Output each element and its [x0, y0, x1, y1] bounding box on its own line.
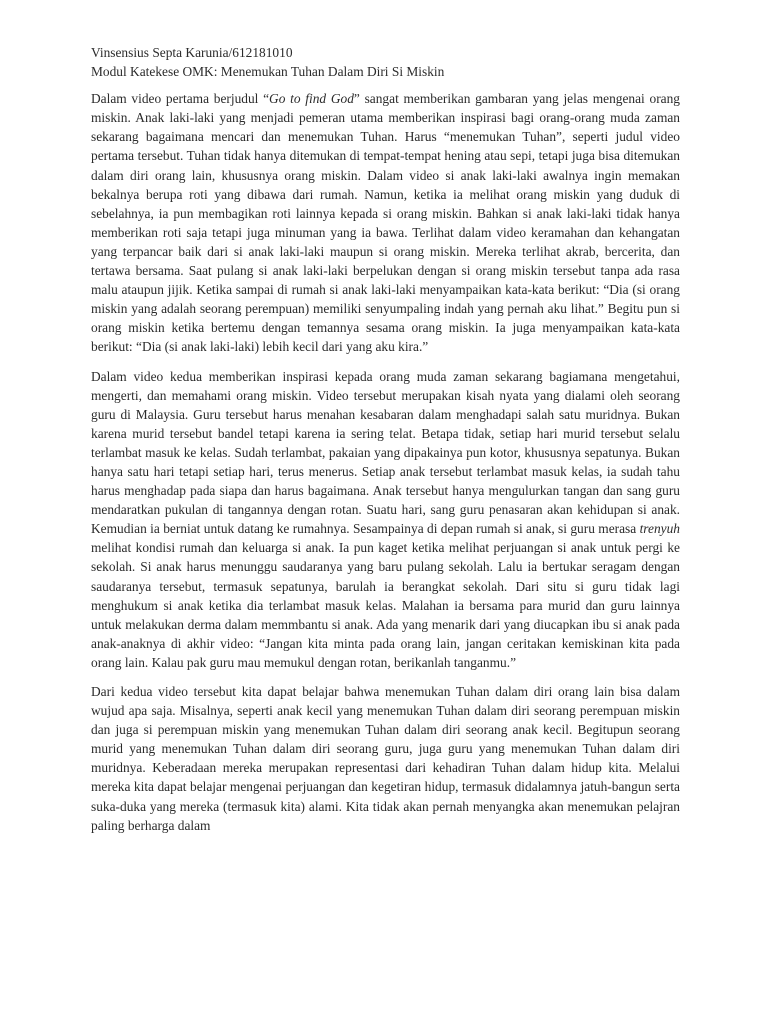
- paragraph-text: melihat kondisi rumah dan keluarga si anak. Ia pun kaget ketika melihat perjuangan si anak untuk pergi ke sekolah. Si anak harus menunggu saudaranya yang baru pulang sekolah. Lalu ia bertukar seragam dengan saudaranya tersebut, termasuk sepatunya, barulah ia berangkat sekolah. Dari situ si guru tidak lagi menghukum si anak ketika dia terlambat masuk kelas. Malahan ia bersama para murid dan guru lainnya untuk melakukan derma dalam memmbantu si anak. Ada yang menarik dari yang diucapkan ibu si anak pada anak-anaknya di akhir video: “Jangan kita minta pada orang lain, jangan ceritakan kemiskinan kita pada orang lain. Kalau pak guru mau memukul dengan rotan, berikanlah tanganmu.”: [91, 540, 680, 670]
- paragraph-text: ” sangat memberikan gambaran yang jelas mengenai orang miskin. Anak laki-laki yang menjadi pemeran utama memberikan inspirasi bagi orang-orang muda zaman sekarang bagaimana mencari dan menemukan Tuhan. Harus “menemukan Tuhan”, seperti judul video pertama tersebut. Tuhan tidak hanya ditemukan di tempat-tempat hening atau sepi, tetapi juga bisa ditemukan dalam diri orang lain, khususnya orang miskin. Dalam video si anak laki-laki awalnya ingin memakan bekalnya berupa roti yang dibawa dari rumah. Namun, ketika ia melihat orang miskin yang duduk di sebelahnya, ia pun membagikan roti lainnya kepada si orang miskin. Bahkan si anak laki-laki tidak hanya memberikan roti saja tetapi juga minuman yang ia bawa. Terlihat dalam video keramahan dan kehangatan yang terpancar baik dari si anak laki-laki maupun si orang miskin. Mereka terlihat akrab, bercerita, dan tertawa bersama. Saat pulang si anak laki-laki berpelukan dengan si orang miskin tersebut tanpa ada rasa malu ataupun jijik. Ketika sampai di rumah si anak laki-laki menyampaikan kata-kata berikut: “Dia (si orang miskin yang adalah seorang perempuan) memiliki senyumpaling indah yang pernah aku lihat.” Begitu pun si orang miskin ketika bertemu dengan temannya sesama orang miskin. Ia juga menyampaikan kata-kata berikut: “Dia (si anak laki-laki) lebih kecil dari yang aku kira.”: [91, 91, 680, 355]
- paragraph-video-one: [91, 89, 680, 356]
- module-title: Modul Katekese OMK: Menemukan Tuhan Dalam Diri Si Miskin: [91, 64, 445, 80]
- video-title-italic: Go to find God: [269, 91, 354, 107]
- paragraph-text: Dalam video pertama berjudul “: [91, 91, 270, 107]
- author-line: Vinsensius Septa Karunia/612181010: [91, 45, 293, 60]
- paragraph-conclusion: [91, 682, 680, 835]
- paragraph-text: Dari kedua video tersebut kita dapat belajar bahwa menemukan Tuhan dalam diri orang lain bisa dalam wujud apa saja. Misalnya, seperti anak kecil yang menemukan Tuhan dalam diri seorang perempuan miskin dan juga si perempuan miskin yang menemukan Tuhan dalam diri seorang anak kecil. Begitupun seorang murid yang menemukan Tuhan dalam diri seorang guru, juga guru yang menemukan Tuhan dalam diri muridnya. Keberadaan mereka merupakan representasi dari kehadiran Tuhan dalam hidup kita. Melalui mereka kita dapat belajar mengenai perjuangan dan kegetiran hidup, termasuk didalamnya jatuh-bangun serta suka-duka yang mereka (termasuk kita) alami. Kita tidak akan pernah menyangka akan menemukan pelajran paling berharga dalam: [91, 684, 680, 833]
- paragraph-text: Dalam video kedua memberikan inspirasi kepada orang muda zaman sekarang bagiamana mengetahui, mengerti, dan memahami orang miskin. Video tersebut merupakan kisah nyata yang dialami oleh seorang guru di Malaysia. Guru tersebut harus menahan kesabaran dalam menghadapi salah satu muridnya. Bukan karena murid tersebut bandel tetapi karena ia sering telat. Betapa tidak, setiap hari murid tersebut selalu terlambat masuk ke kelas. Sudah terlambat, pakaian yang dipakainya pun kotor, khususnya sepatunya. Bukan hanya satu hari tetapi setiap hari, terus menerus. Setiap anak tersebut terlambat masuk kelas, ia sudah tahu harus menghadap pada siapa dan harus bagaimana. Anak tersebut hanya mengulurkan tangan dan sang guru mendaratkan pukulan di tangannya dengan rotan. Suatu hari, sang guru penasaran akan kehidupan si anak. Kemudian ia berniat untuk datang ke rumahnya. Sesampainya di depan rumah si anak, si guru merasa: [91, 368, 680, 537]
- italic-word: trenyuh: [639, 521, 680, 537]
- paragraph-video-two: [91, 367, 680, 673]
